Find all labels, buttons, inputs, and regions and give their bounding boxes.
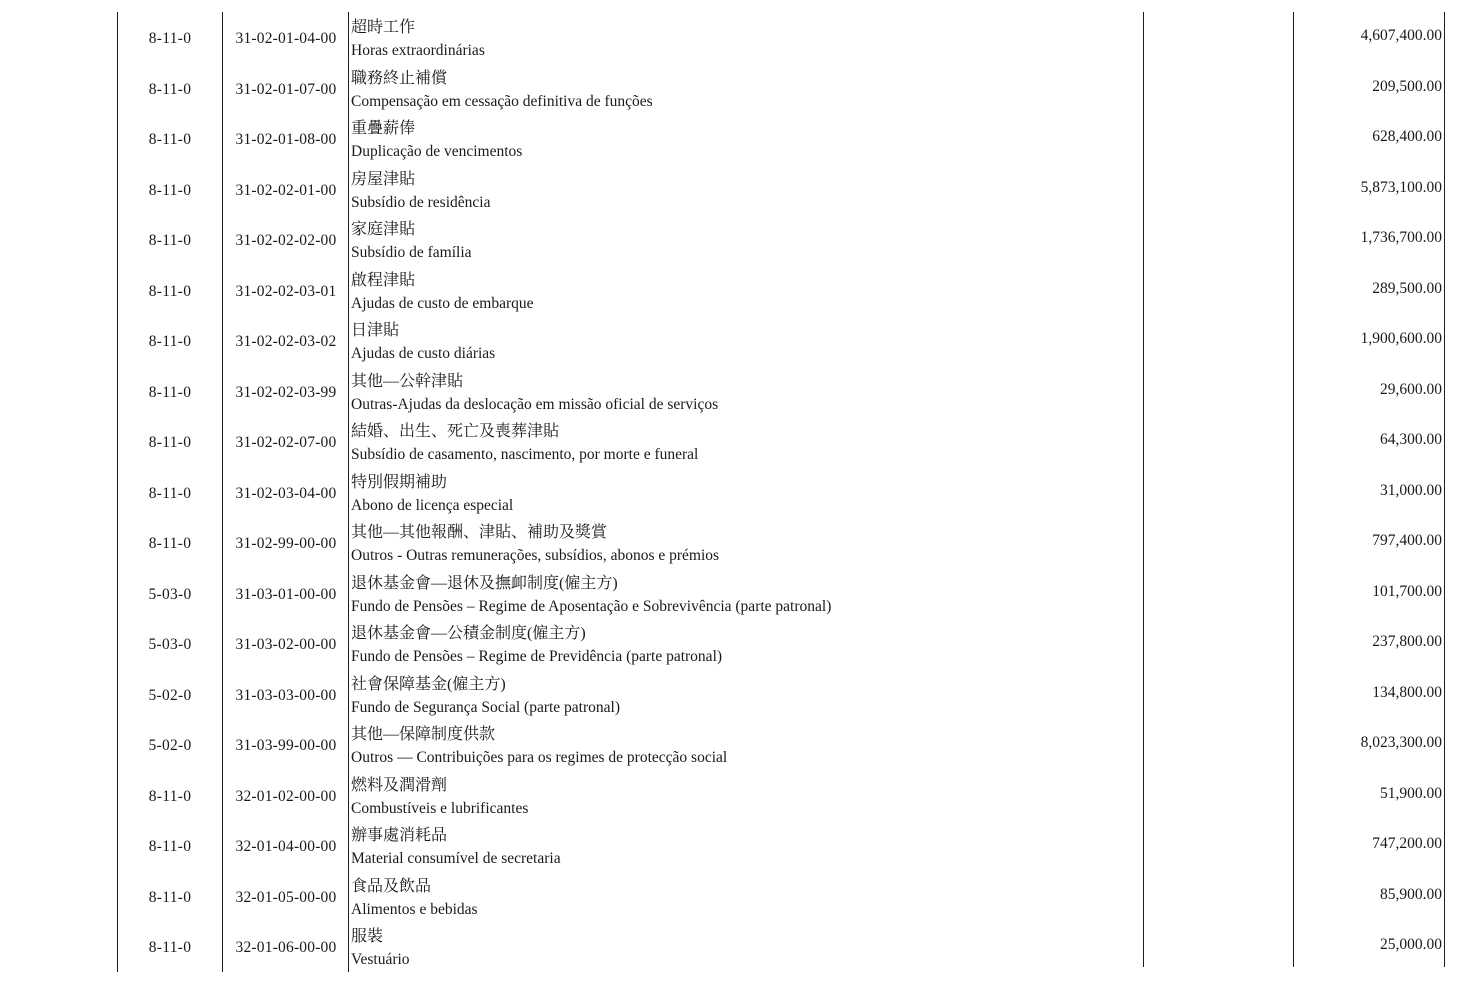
economic-code: 31-02-02-01-00 — [235, 181, 337, 199]
amount-value: 25,000.00 — [1380, 936, 1442, 953]
description-portuguese: Ajudas de custo diárias — [351, 345, 496, 362]
amount-value: 237,800.00 — [1372, 633, 1442, 650]
description-chinese: 其他—保障制度供款 — [351, 726, 496, 743]
classification-code: 8-11-0 — [148, 939, 192, 956]
amount-value: 747,200.00 — [1372, 835, 1442, 852]
economic-code: 31-02-03-04-00 — [235, 484, 337, 502]
table-row — [0, 770, 1457, 821]
description-chinese: 特別假期補助 — [351, 473, 448, 491]
economic-code: 32-01-05-00-00 — [235, 888, 337, 906]
description-chinese: 職務終止補償 — [351, 69, 448, 87]
description-chinese: 結婚、出生、死亡及喪葬津貼 — [351, 423, 560, 440]
description-portuguese: Compensação em cessação definitiva de funções — [351, 92, 653, 110]
economic-code: 31-02-02-02-00 — [235, 232, 337, 249]
amount-value: 101,700.00 — [1372, 582, 1442, 600]
description-portuguese: Abono de licença especial — [351, 496, 514, 514]
economic-code: 31-02-02-07-00 — [235, 434, 337, 451]
economic-code: 31-02-02-03-01 — [235, 282, 337, 300]
description-chinese: 啟程津貼 — [351, 271, 416, 289]
description-chinese: 其他—其他報酬、津貼、補助及獎賞 — [351, 524, 608, 541]
economic-code: 32-01-04-00-00 — [235, 838, 337, 855]
amount-value: 5,873,100.00 — [1360, 178, 1442, 196]
economic-code: 31-03-03-00-00 — [235, 686, 337, 704]
description-portuguese: Outros — Contribuições para os regimes de protecção social — [351, 749, 728, 766]
description-portuguese: Material consumível de secretaria — [351, 850, 561, 867]
economic-code: 31-02-01-08-00 — [235, 131, 337, 148]
description-portuguese: Subsídio de família — [351, 244, 472, 261]
description-portuguese: Duplicação de vencimentos — [351, 143, 523, 160]
table-row — [0, 618, 1457, 669]
classification-code: 5-02-0 — [148, 686, 192, 704]
description-portuguese: Ajudas de custo de embarque — [351, 294, 534, 312]
classification-code: 5-03-0 — [148, 585, 192, 603]
description-chinese: 超時工作 — [351, 19, 416, 36]
table-row — [0, 315, 1457, 366]
table-row — [0, 164, 1457, 215]
classification-code: 8-11-0 — [148, 282, 192, 300]
description-chinese: 退休基金會—公積金制度(僱主方) — [351, 625, 586, 642]
economic-code: 31-02-02-03-99 — [235, 383, 337, 401]
description-portuguese: Outras-Ajudas da deslocação em missão oficial de serviços — [351, 395, 719, 413]
description-chinese: 重疊薪俸 — [351, 120, 416, 137]
description-chinese: 燃料及潤滑劑 — [351, 776, 448, 794]
description-portuguese: Fundo de Segurança Social (parte patronal) — [351, 698, 621, 716]
economic-code: 32-01-02-00-00 — [235, 787, 337, 805]
amount-value: 4,607,400.00 — [1360, 27, 1442, 44]
amount-value: 8,023,300.00 — [1360, 734, 1442, 751]
classification-code: 8-11-0 — [148, 787, 192, 805]
table-row — [0, 568, 1457, 619]
table-row — [0, 669, 1457, 720]
classification-code: 8-11-0 — [148, 181, 192, 199]
description-portuguese: Fundo de Pensões – Regime de Aposentação e Sobrevivência (parte patronal) — [351, 597, 832, 615]
table-row — [0, 871, 1457, 922]
amount-value: 31,000.00 — [1380, 481, 1442, 499]
description-portuguese: Subsídio de casamento, nascimento, por morte e funeral — [351, 446, 699, 463]
amount-value: 289,500.00 — [1372, 279, 1442, 297]
classification-code: 8-11-0 — [148, 80, 192, 98]
description-portuguese: Alimentos e bebidas — [351, 900, 478, 918]
description-chinese: 食品及飲品 — [351, 877, 432, 895]
table-row — [0, 113, 1457, 164]
classification-code: 8-11-0 — [148, 535, 192, 552]
table-row — [0, 467, 1457, 518]
description-portuguese: Vestuário — [351, 951, 410, 968]
amount-value: 1,736,700.00 — [1360, 229, 1442, 246]
classification-code: 8-11-0 — [148, 333, 192, 350]
description-portuguese: Subsídio de residência — [351, 193, 491, 211]
classification-code: 8-11-0 — [148, 888, 192, 906]
description-chinese: 其他—公幹津貼 — [351, 372, 464, 390]
budget-table — [0, 12, 1457, 972]
description-chinese: 社會保障基金(僱主方) — [351, 675, 506, 693]
table-row — [0, 517, 1457, 568]
table-row — [0, 63, 1457, 114]
economic-code: 31-02-02-03-02 — [235, 333, 337, 350]
table-row — [0, 820, 1457, 871]
description-chinese: 辦事處消耗品 — [351, 827, 448, 844]
classification-code: 8-11-0 — [148, 484, 192, 502]
description-chinese: 日津貼 — [351, 322, 400, 339]
description-chinese: 服裝 — [351, 928, 384, 945]
amount-value: 628,400.00 — [1372, 128, 1442, 145]
description-portuguese: Combustíveis e lubrificantes — [351, 799, 529, 817]
economic-code: 31-03-02-00-00 — [235, 636, 337, 653]
economic-code: 31-02-99-00-00 — [235, 535, 337, 552]
amount-value: 1,900,600.00 — [1360, 330, 1442, 347]
economic-code: 32-01-06-00-00 — [235, 939, 337, 956]
table-row — [0, 12, 1457, 63]
classification-code: 8-11-0 — [148, 434, 192, 451]
classification-code: 5-03-0 — [148, 636, 192, 653]
description-portuguese: Outros - Outras remunerações, subsídios, abonos e prémios — [351, 547, 720, 564]
amount-value: 797,400.00 — [1372, 532, 1442, 549]
classification-code: 8-11-0 — [148, 131, 192, 148]
amount-value: 209,500.00 — [1372, 77, 1442, 95]
table-row — [0, 214, 1457, 265]
economic-code: 31-02-01-04-00 — [235, 30, 337, 47]
classification-code: 5-02-0 — [148, 737, 192, 754]
description-portuguese: Fundo de Pensões – Regime de Previdência (parte patronal) — [351, 648, 723, 665]
classification-code: 8-11-0 — [148, 383, 192, 401]
table-row — [0, 366, 1457, 417]
amount-value: 29,600.00 — [1380, 380, 1442, 398]
description-chinese: 房屋津貼 — [351, 170, 416, 188]
table-row — [0, 921, 1457, 972]
table-row — [0, 265, 1457, 316]
description-chinese: 家庭津貼 — [351, 221, 416, 238]
classification-code: 8-11-0 — [148, 232, 192, 249]
amount-value: 134,800.00 — [1372, 683, 1442, 701]
table-row — [0, 719, 1457, 770]
amount-value: 64,300.00 — [1380, 431, 1442, 448]
table-row — [0, 416, 1457, 467]
economic-code: 31-02-01-07-00 — [235, 80, 337, 98]
amount-value: 85,900.00 — [1380, 885, 1442, 903]
economic-code: 31-03-99-00-00 — [235, 737, 337, 754]
classification-code: 8-11-0 — [148, 838, 192, 855]
amount-value: 51,900.00 — [1380, 784, 1442, 802]
description-chinese: 退休基金會—退休及撫卹制度(僱主方) — [351, 574, 618, 592]
economic-code: 31-03-01-00-00 — [235, 585, 337, 603]
description-portuguese: Horas extraordinárias — [351, 42, 485, 59]
classification-code: 8-11-0 — [148, 30, 192, 47]
